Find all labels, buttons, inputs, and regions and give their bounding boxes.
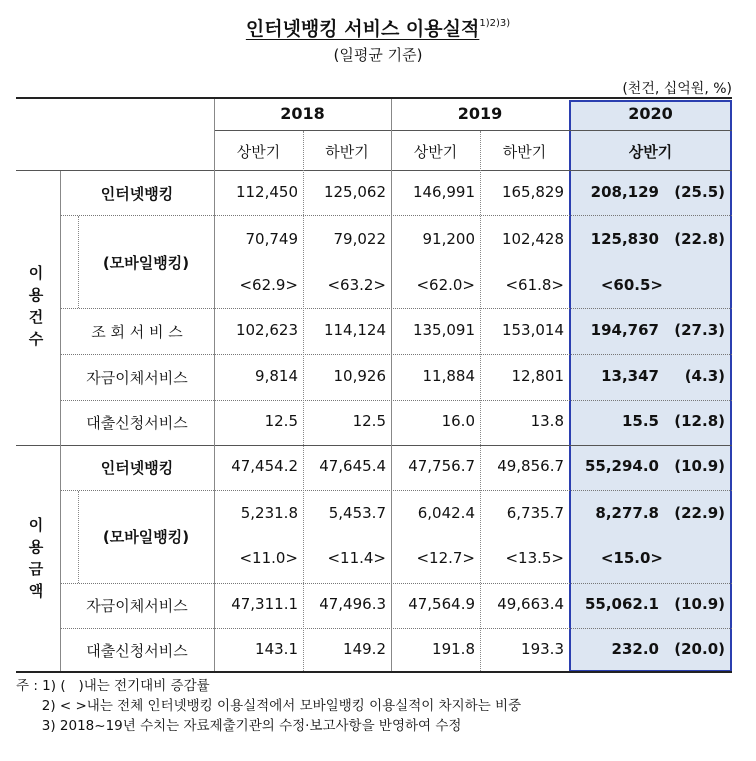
- row-label-transfer-amount: 자금이체서비스: [86, 597, 188, 615]
- row-label-loan-amount: 대출신청서비스: [86, 642, 188, 660]
- value-cell: 91,200: [422, 230, 475, 248]
- value-cell: 47,454.2: [231, 457, 298, 475]
- value-cell-2020: 13,347: [601, 367, 659, 385]
- growth-rate: (22.8): [674, 230, 725, 248]
- group-char: 수: [28, 330, 44, 348]
- value-cell: 12,801: [511, 367, 564, 385]
- value-cell: 5,453.7: [328, 504, 386, 522]
- share-cell-2020: <60.5>: [600, 276, 663, 294]
- row-divider: [60, 308, 732, 309]
- row-label-internet-count: 인터넷뱅킹: [100, 185, 174, 203]
- group-label-amount: [26, 514, 46, 602]
- value-cell-2020: 208,129: [590, 183, 659, 201]
- table-top-border: [16, 97, 732, 99]
- share-cell: <62.0>: [416, 276, 475, 294]
- row-divider: [60, 400, 732, 401]
- value-cell: 153,014: [501, 321, 564, 339]
- value-cell-2020: 55,062.1: [584, 595, 659, 613]
- row-label-transfer-count: 자금이체서비스: [86, 369, 188, 387]
- growth-rate: (12.8): [674, 412, 725, 430]
- table-bottom-border: [16, 671, 732, 673]
- footnote: 2) < >내는 전체 인터넷뱅킹 이용실적에서 모바일뱅킹 이용실적이 차지하는 비중: [16, 698, 522, 714]
- value-cell: 114,124: [323, 321, 386, 339]
- group-char: 건: [28, 308, 44, 326]
- row-divider: [60, 215, 732, 216]
- row-label-mobile-amount: (모바일뱅킹): [102, 528, 190, 546]
- value-cell: 143.1: [255, 640, 298, 658]
- unit-note: (천건, 십억원, %): [622, 81, 732, 97]
- half-2018-h1: 상반기: [236, 143, 281, 161]
- group-divider: [16, 445, 732, 446]
- growth-rate: (22.9): [674, 504, 725, 522]
- value-cell: 112,450: [235, 183, 298, 201]
- share-cell: <62.9>: [239, 276, 298, 294]
- row-divider: [60, 583, 732, 584]
- value-cell: 49,663.4: [497, 595, 564, 613]
- share-cell: <13.5>: [505, 549, 564, 567]
- share-cell: <11.0>: [239, 549, 298, 567]
- growth-rate: (10.9): [674, 595, 725, 613]
- value-cell: 102,623: [235, 321, 298, 339]
- row-label-mobile-count: (모바일뱅킹): [102, 254, 190, 272]
- value-cell: 9,814: [255, 367, 298, 385]
- group-char: 액: [28, 582, 44, 600]
- year-2018: 2018: [280, 104, 325, 123]
- value-cell: 49,856.7: [497, 457, 564, 475]
- half-2018-h2: 하반기: [325, 143, 369, 161]
- share-cell: <63.2>: [327, 276, 386, 294]
- value-cell: 102,428: [501, 230, 564, 248]
- value-cell: 47,645.4: [319, 457, 386, 475]
- growth-rate: (27.3): [674, 321, 725, 339]
- value-cell-2020: 8,277.8: [595, 504, 659, 522]
- value-cell: 10,926: [333, 367, 386, 385]
- row-divider: [60, 628, 732, 629]
- half-2020-h1: 상반기: [628, 143, 673, 161]
- share-cell: <11.4>: [327, 549, 386, 567]
- year-2020: 2020: [628, 104, 673, 123]
- value-cell: 12.5: [352, 412, 386, 430]
- growth-rate: (4.3): [684, 367, 725, 385]
- share-cell: <61.8>: [505, 276, 564, 294]
- row-label-loan-count: 대출신청서비스: [86, 414, 188, 432]
- row-label-inquiry-count: 조 회 서 비 스: [91, 323, 183, 341]
- row-label-internet-amount: 인터넷뱅킹: [100, 459, 174, 477]
- value-cell: 135,091: [412, 321, 475, 339]
- growth-rate: (10.9): [674, 457, 725, 475]
- group-char: 금: [28, 560, 44, 578]
- value-cell: 13.8: [530, 412, 564, 430]
- value-cell: 191.8: [432, 640, 475, 658]
- value-cell: 193.3: [521, 640, 564, 658]
- group-char: 용: [28, 286, 44, 304]
- year-header-divider: [214, 130, 732, 131]
- page-title: [0, 14, 756, 41]
- value-cell: 47,756.7: [408, 457, 475, 475]
- value-cell: 47,311.1: [231, 595, 298, 613]
- value-cell: 79,022: [333, 230, 386, 248]
- group-label-count: [26, 262, 46, 350]
- value-cell: 12.5: [264, 412, 298, 430]
- value-cell: 11,884: [422, 367, 475, 385]
- value-cell: 146,991: [412, 183, 475, 201]
- title-text: 인터넷뱅킹 서비스 이용실적: [245, 18, 480, 40]
- group-char: 이: [28, 516, 44, 534]
- subtitle: (일평균 기준): [333, 46, 423, 64]
- title-footnote-marks: 1)2)3): [479, 17, 511, 29]
- value-cell: 70,749: [245, 230, 298, 248]
- value-cell: 165,829: [501, 183, 564, 201]
- value-cell: 125,062: [323, 183, 386, 201]
- share-cell-2020: <15.0>: [600, 549, 663, 567]
- col-divider: [303, 131, 304, 671]
- footnotes: [16, 676, 521, 736]
- col-divider: [480, 131, 481, 671]
- header-bottom-border: [16, 170, 732, 171]
- value-cell-2020: 55,294.0: [584, 457, 659, 475]
- footnote: 3) 2018~19년 수치는 자료제출기관의 수정·보고사항을 반영하여 수정: [16, 718, 462, 734]
- value-cell-2020: 15.5: [621, 412, 659, 430]
- half-2019-h1: 상반기: [413, 143, 458, 161]
- growth-rate: (20.0): [674, 640, 725, 658]
- year-2019: 2019: [457, 104, 503, 123]
- row-divider: [60, 354, 732, 355]
- value-cell: 6,735.7: [506, 504, 564, 522]
- share-cell: <12.7>: [416, 549, 475, 567]
- value-cell: 5,231.8: [240, 504, 298, 522]
- half-2019-h2: 하반기: [502, 143, 547, 161]
- row-divider: [60, 490, 732, 491]
- value-cell: 47,496.3: [319, 595, 386, 613]
- footnote: 주 : 1) ( )내는 전기대비 증감률: [16, 678, 210, 694]
- value-cell: 149.2: [343, 640, 386, 658]
- group-char: 용: [28, 538, 44, 556]
- value-cell-2020: 125,830: [590, 230, 659, 248]
- growth-rate: (25.5): [674, 183, 725, 201]
- group-char: 이: [28, 264, 44, 282]
- value-cell: 6,042.4: [417, 504, 475, 522]
- value-cell: 16.0: [441, 412, 475, 430]
- value-cell: 47,564.9: [408, 595, 475, 613]
- value-cell-2020: 194,767: [590, 321, 659, 339]
- value-cell-2020: 232.0: [611, 640, 659, 658]
